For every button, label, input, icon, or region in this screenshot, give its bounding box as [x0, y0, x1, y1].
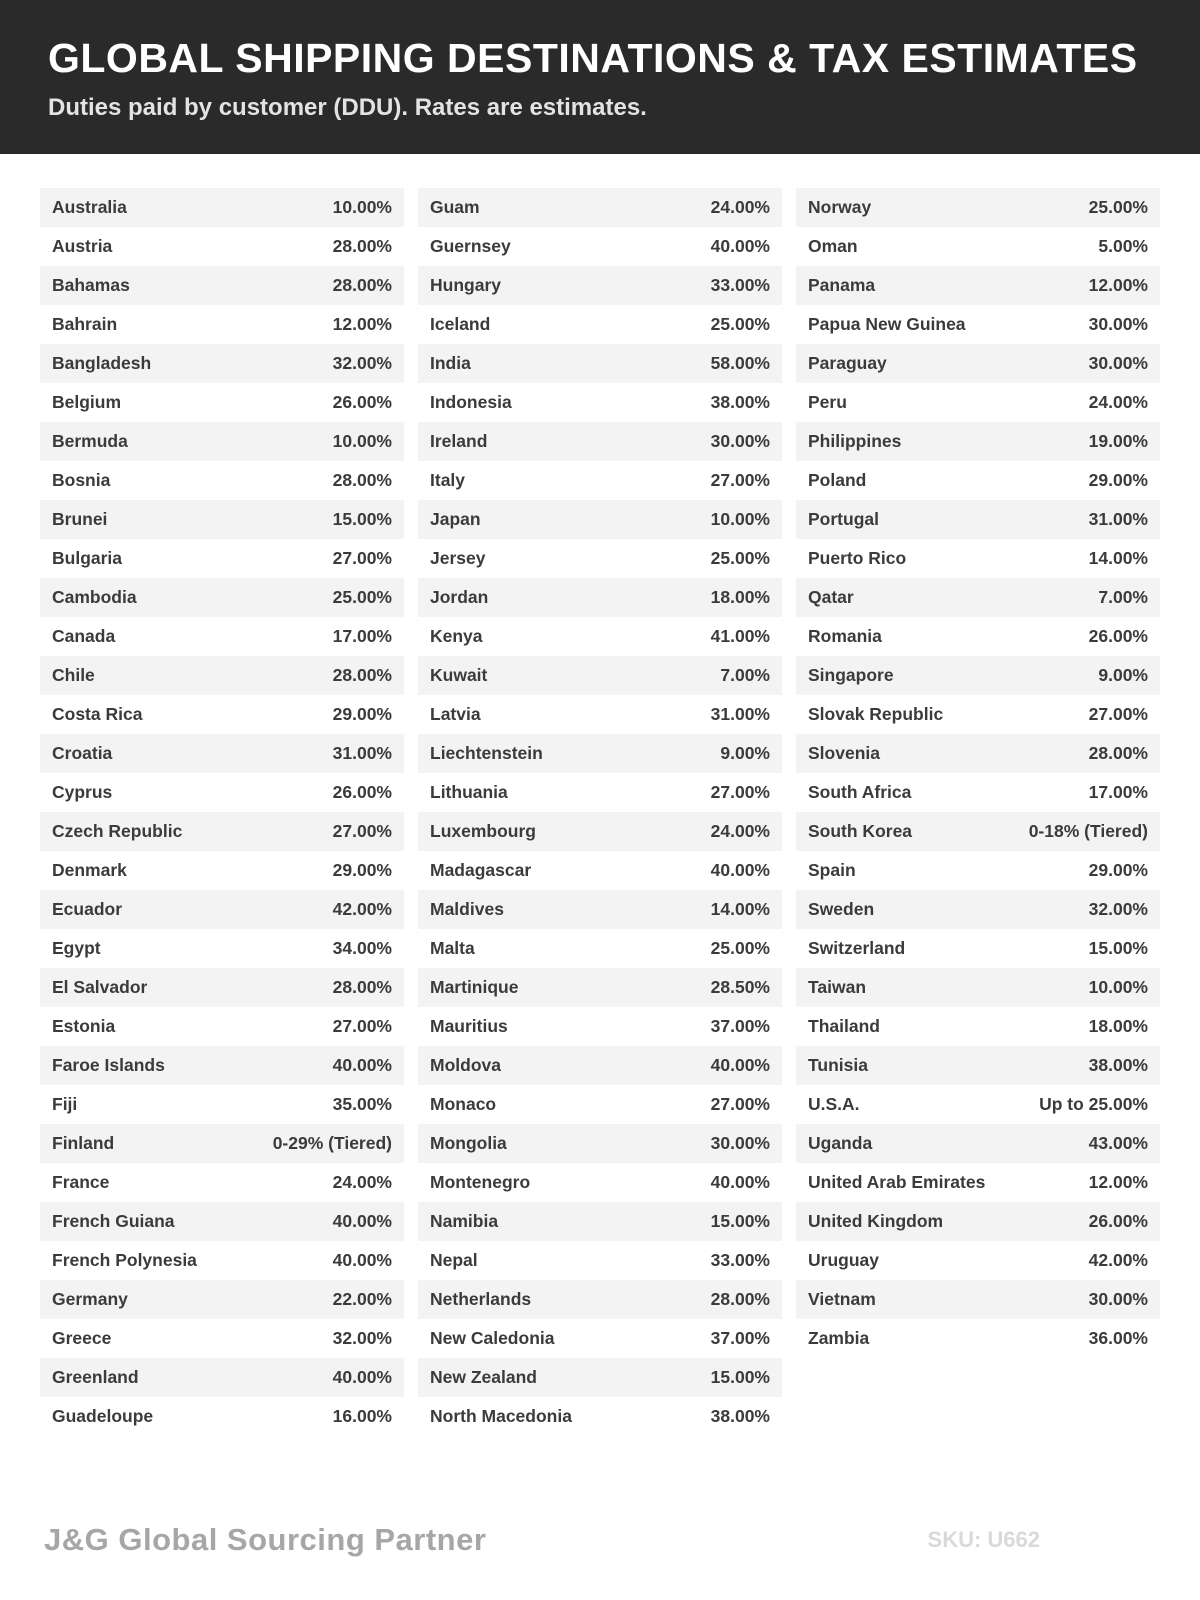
country-name: Zambia	[808, 1328, 870, 1349]
table-row	[40, 305, 404, 344]
country-name: Kenya	[430, 626, 483, 647]
country-name: Oman	[808, 236, 858, 257]
tax-rate: 29.00%	[1088, 470, 1148, 491]
tax-rate: 25.00%	[710, 938, 770, 959]
tax-rate: 22.00%	[332, 1289, 392, 1310]
tax-rate: 42.00%	[332, 899, 392, 920]
country-name: New Zealand	[430, 1367, 537, 1388]
table-row	[796, 188, 1160, 227]
table-row	[40, 968, 404, 1007]
table-row	[40, 734, 404, 773]
tax-rate: 10.00%	[332, 431, 392, 452]
tax-rate: 38.00%	[710, 392, 770, 413]
tax-rate: 27.00%	[1088, 704, 1148, 725]
tax-rate: 10.00%	[332, 197, 392, 218]
tax-rate: 40.00%	[332, 1367, 392, 1388]
table-row	[418, 461, 782, 500]
country-name: United Arab Emirates	[808, 1172, 986, 1193]
country-name: Lithuania	[430, 782, 508, 803]
country-name: Martinique	[430, 977, 519, 998]
country-name: Panama	[808, 275, 876, 296]
table-row	[796, 929, 1160, 968]
tax-rate: 0-29% (Tiered)	[272, 1133, 392, 1154]
tax-rate: 29.00%	[332, 860, 392, 881]
country-name: Poland	[808, 470, 867, 491]
tax-rate: 28.00%	[332, 665, 392, 686]
table-row	[40, 1046, 404, 1085]
table-row	[418, 929, 782, 968]
country-name: Spain	[808, 860, 856, 881]
tax-rate: 15.00%	[332, 509, 392, 530]
tax-rate: 37.00%	[710, 1328, 770, 1349]
country-name: French Polynesia	[52, 1250, 197, 1271]
table-row	[796, 1124, 1160, 1163]
table-row	[418, 1202, 782, 1241]
tax-rate: 30.00%	[1088, 314, 1148, 335]
table-row	[40, 188, 404, 227]
country-name: Canada	[52, 626, 116, 647]
tax-rate: 14.00%	[1088, 548, 1148, 569]
tax-rate: 31.00%	[1088, 509, 1148, 530]
country-name: French Guiana	[52, 1211, 175, 1232]
tax-rate: 17.00%	[1088, 782, 1148, 803]
tax-rate: 28.00%	[1088, 743, 1148, 764]
country-name: Bahamas	[52, 275, 130, 296]
tax-rate: 28.00%	[710, 1289, 770, 1310]
country-name: Thailand	[808, 1016, 880, 1037]
table-row	[796, 1007, 1160, 1046]
country-name: Uganda	[808, 1133, 873, 1154]
country-name: Netherlands	[430, 1289, 532, 1310]
table-row	[40, 1007, 404, 1046]
tax-rate: 30.00%	[710, 431, 770, 452]
tax-rate: 27.00%	[710, 1094, 770, 1115]
table-row	[796, 344, 1160, 383]
table-row	[796, 968, 1160, 1007]
country-name: Guernsey	[430, 236, 511, 257]
table-row	[796, 383, 1160, 422]
country-name: Ireland	[430, 431, 488, 452]
country-name: Madagascar	[430, 860, 532, 881]
brand-name: J&G Global Sourcing Partner	[44, 1522, 487, 1557]
table-row	[796, 1163, 1160, 1202]
tax-rate: 15.00%	[710, 1367, 770, 1388]
country-name: Japan	[430, 509, 481, 530]
country-name: Slovak Republic	[808, 704, 944, 725]
tax-rate: 32.00%	[332, 1328, 392, 1349]
tax-rate: 0-18% (Tiered)	[1028, 821, 1148, 842]
tax-rate: 32.00%	[332, 353, 392, 374]
table-row	[796, 1046, 1160, 1085]
table-row	[796, 656, 1160, 695]
tax-rate: 7.00%	[720, 665, 770, 686]
table-row	[418, 1124, 782, 1163]
country-name: Switzerland	[808, 938, 906, 959]
table-row	[796, 851, 1160, 890]
country-name: Costa Rica	[52, 704, 143, 725]
country-name: Mauritius	[430, 1016, 508, 1037]
tax-rate: 25.00%	[710, 548, 770, 569]
table-row	[418, 1085, 782, 1124]
country-name: Namibia	[430, 1211, 499, 1232]
tax-rate: 28.00%	[332, 275, 392, 296]
table-row	[796, 461, 1160, 500]
country-name: Brunei	[52, 509, 108, 530]
table-row	[40, 695, 404, 734]
country-name: Qatar	[808, 587, 854, 608]
tax-rate: 12.00%	[332, 314, 392, 335]
table-row	[40, 617, 404, 656]
table-row	[40, 1124, 404, 1163]
table-row	[40, 1241, 404, 1280]
tax-rate: 31.00%	[332, 743, 392, 764]
tax-rate: 25.00%	[1088, 197, 1148, 218]
country-name: Norway	[808, 197, 872, 218]
table-row	[418, 1007, 782, 1046]
tax-rate: 58.00%	[710, 353, 770, 374]
table-row	[418, 890, 782, 929]
rate-column-2	[418, 188, 782, 1436]
table-row	[796, 890, 1160, 929]
footer	[44, 1522, 1156, 1558]
table-row	[40, 773, 404, 812]
country-name: Bangladesh	[52, 353, 152, 374]
tax-rate: 40.00%	[710, 236, 770, 257]
table-row	[40, 227, 404, 266]
country-name: Austria	[52, 236, 113, 257]
table-row	[418, 1397, 782, 1436]
country-name: New Caledonia	[430, 1328, 555, 1349]
country-name: Guam	[430, 197, 480, 218]
table-row	[418, 734, 782, 773]
table-row	[40, 539, 404, 578]
table-row	[40, 422, 404, 461]
country-name: Estonia	[52, 1016, 116, 1037]
country-name: Tunisia	[808, 1055, 868, 1076]
country-name: Papua New Guinea	[808, 314, 966, 335]
rate-column-3	[796, 188, 1160, 1358]
table-row	[418, 1241, 782, 1280]
country-name: North Macedonia	[430, 1406, 572, 1427]
table-row	[796, 1319, 1160, 1358]
table-row	[796, 227, 1160, 266]
tax-rate: 12.00%	[1088, 275, 1148, 296]
tax-rate: 40.00%	[710, 1055, 770, 1076]
country-name: Moldova	[430, 1055, 501, 1076]
rate-column-1	[40, 188, 404, 1436]
tax-rate: 40.00%	[710, 1172, 770, 1193]
table-row	[40, 1163, 404, 1202]
country-name: Philippines	[808, 431, 902, 452]
table-row	[796, 773, 1160, 812]
tax-rate: 37.00%	[710, 1016, 770, 1037]
table-row	[796, 305, 1160, 344]
tax-rate: 29.00%	[332, 704, 392, 725]
tax-rate: 12.00%	[1088, 1172, 1148, 1193]
header-banner	[0, 0, 1200, 154]
tax-rate: 27.00%	[332, 821, 392, 842]
table-row	[40, 1085, 404, 1124]
country-name: Greenland	[52, 1367, 139, 1388]
country-name: Taiwan	[808, 977, 867, 998]
tax-rate: 38.00%	[1088, 1055, 1148, 1076]
country-name: Australia	[52, 197, 127, 218]
country-name: Fiji	[52, 1094, 78, 1115]
country-name: Ecuador	[52, 899, 123, 920]
tax-rate: 28.00%	[332, 977, 392, 998]
country-name: Peru	[808, 392, 847, 413]
country-name: Bosnia	[52, 470, 111, 491]
table-row	[40, 1280, 404, 1319]
tax-rate: 27.00%	[710, 470, 770, 491]
table-row	[418, 344, 782, 383]
table-row	[418, 188, 782, 227]
table-row	[796, 695, 1160, 734]
tax-rate: 14.00%	[710, 899, 770, 920]
tax-rate: 33.00%	[710, 275, 770, 296]
tax-rate: 40.00%	[710, 860, 770, 881]
tax-rate: 9.00%	[720, 743, 770, 764]
tax-rate: 16.00%	[332, 1406, 392, 1427]
country-name: Mongolia	[430, 1133, 507, 1154]
tax-rate: 9.00%	[1098, 665, 1148, 686]
tax-rate: 42.00%	[1088, 1250, 1148, 1271]
country-name: India	[430, 353, 471, 374]
country-name: France	[52, 1172, 110, 1193]
country-name: Liechtenstein	[430, 743, 543, 764]
country-name: Faroe Islands	[52, 1055, 165, 1076]
country-name: Puerto Rico	[808, 548, 907, 569]
table-row	[796, 539, 1160, 578]
country-name: Finland	[52, 1133, 115, 1154]
table-row	[796, 1202, 1160, 1241]
tax-rate: 5.00%	[1098, 236, 1148, 257]
tax-rate: 30.00%	[1088, 1289, 1148, 1310]
tax-rate: 27.00%	[332, 548, 392, 569]
country-name: South Korea	[808, 821, 913, 842]
table-row	[40, 851, 404, 890]
tax-rate: 10.00%	[710, 509, 770, 530]
tax-rate: 17.00%	[332, 626, 392, 647]
page-subtitle: Duties paid by customer (DDU). Rates are estimates.	[48, 94, 647, 122]
table-row	[796, 1241, 1160, 1280]
table-row	[418, 1319, 782, 1358]
country-name: Luxembourg	[430, 821, 536, 842]
tax-rate: 25.00%	[710, 314, 770, 335]
table-row	[418, 1280, 782, 1319]
rates-table	[0, 154, 1200, 1436]
tax-rate: 27.00%	[332, 1016, 392, 1037]
table-row	[418, 578, 782, 617]
country-name: Cambodia	[52, 587, 137, 608]
tax-rate: 34.00%	[332, 938, 392, 959]
country-name: Denmark	[52, 860, 127, 881]
table-row	[40, 656, 404, 695]
tax-rate: 28.00%	[332, 470, 392, 491]
table-row	[796, 617, 1160, 656]
tax-rate: 26.00%	[1088, 1211, 1148, 1232]
country-name: U.S.A.	[808, 1094, 860, 1115]
country-name: Kuwait	[430, 665, 488, 686]
page-title: GLOBAL SHIPPING DESTINATIONS & TAX ESTIMATES	[48, 35, 1138, 81]
country-name: Maldives	[430, 899, 504, 920]
table-row	[40, 1319, 404, 1358]
country-name: Bulgaria	[52, 548, 123, 569]
country-name: Belgium	[52, 392, 122, 413]
tax-rate: 40.00%	[332, 1211, 392, 1232]
tax-rate: 29.00%	[1088, 860, 1148, 881]
tax-rate: 25.00%	[332, 587, 392, 608]
tax-rate: 24.00%	[332, 1172, 392, 1193]
table-row	[418, 266, 782, 305]
tax-rate: 10.00%	[1088, 977, 1148, 998]
tax-rate: 24.00%	[1088, 392, 1148, 413]
table-row	[418, 1358, 782, 1397]
table-row	[40, 383, 404, 422]
country-name: Iceland	[430, 314, 491, 335]
tax-rate: 38.00%	[710, 1406, 770, 1427]
country-name: Monaco	[430, 1094, 497, 1115]
country-name: Germany	[52, 1289, 128, 1310]
country-name: Bahrain	[52, 314, 118, 335]
country-name: Bermuda	[52, 431, 128, 452]
table-row	[418, 422, 782, 461]
country-name: Indonesia	[430, 392, 512, 413]
tax-rate: 15.00%	[710, 1211, 770, 1232]
table-row	[418, 656, 782, 695]
tax-rate: 30.00%	[710, 1133, 770, 1154]
tax-rate: 24.00%	[710, 197, 770, 218]
tax-rate: 27.00%	[710, 782, 770, 803]
tax-rate: 26.00%	[332, 392, 392, 413]
country-name: Malta	[430, 938, 475, 959]
table-row	[40, 1358, 404, 1397]
tax-rate: 33.00%	[710, 1250, 770, 1271]
tax-rate: 30.00%	[1088, 353, 1148, 374]
tax-rate: 35.00%	[332, 1094, 392, 1115]
tax-rate: 28.00%	[332, 236, 392, 257]
country-name: El Salvador	[52, 977, 148, 998]
tax-rate: 40.00%	[332, 1055, 392, 1076]
country-name: Paraguay	[808, 353, 887, 374]
table-row	[796, 578, 1160, 617]
country-name: Czech Republic	[52, 821, 183, 842]
table-row	[418, 851, 782, 890]
table-row	[418, 695, 782, 734]
tax-rate: 24.00%	[710, 821, 770, 842]
country-name: Romania	[808, 626, 882, 647]
country-name: Jersey	[430, 548, 486, 569]
table-row	[40, 812, 404, 851]
country-name: Chile	[52, 665, 95, 686]
table-row	[40, 929, 404, 968]
table-row	[418, 500, 782, 539]
table-row	[40, 500, 404, 539]
sku-label: SKU: U662	[927, 1527, 1040, 1552]
table-row	[418, 812, 782, 851]
tax-rate: 19.00%	[1088, 431, 1148, 452]
country-name: Singapore	[808, 665, 894, 686]
table-row	[418, 305, 782, 344]
tax-rate: 26.00%	[1088, 626, 1148, 647]
country-name: Slovenia	[808, 743, 880, 764]
table-row	[418, 617, 782, 656]
table-row	[796, 1280, 1160, 1319]
country-name: United Kingdom	[808, 1211, 944, 1232]
country-name: Nepal	[430, 1250, 478, 1271]
tax-rate: 32.00%	[1088, 899, 1148, 920]
table-row	[796, 1085, 1160, 1124]
tax-rate: 26.00%	[332, 782, 392, 803]
country-name: South Africa	[808, 782, 912, 803]
country-name: Egypt	[52, 938, 101, 959]
tax-rate: 18.00%	[1088, 1016, 1148, 1037]
country-name: Uruguay	[808, 1250, 879, 1271]
table-row	[796, 266, 1160, 305]
country-name: Hungary	[430, 275, 501, 296]
country-name: Montenegro	[430, 1172, 531, 1193]
table-row	[40, 344, 404, 383]
tax-rate: 36.00%	[1088, 1328, 1148, 1349]
table-row	[796, 734, 1160, 773]
table-row	[796, 812, 1160, 851]
table-row	[40, 461, 404, 500]
tax-rate: 15.00%	[1088, 938, 1148, 959]
country-name: Jordan	[430, 587, 489, 608]
table-row	[40, 578, 404, 617]
table-row	[40, 1202, 404, 1241]
table-row	[796, 422, 1160, 461]
table-row	[418, 539, 782, 578]
country-name: Portugal	[808, 509, 879, 530]
tax-rate: 43.00%	[1088, 1133, 1148, 1154]
table-row	[796, 500, 1160, 539]
country-name: Vietnam	[808, 1289, 876, 1310]
tax-rate: 7.00%	[1098, 587, 1148, 608]
table-row	[418, 773, 782, 812]
tax-rate: 41.00%	[710, 626, 770, 647]
tax-rate: 18.00%	[710, 587, 770, 608]
country-name: Sweden	[808, 899, 875, 920]
country-name: Cyprus	[52, 782, 113, 803]
table-row	[418, 1163, 782, 1202]
country-name: Guadeloupe	[52, 1406, 154, 1427]
country-name: Latvia	[430, 704, 481, 725]
table-row	[40, 1397, 404, 1436]
tax-rate: 28.50%	[710, 977, 770, 998]
table-row	[418, 968, 782, 1007]
tax-rate: 31.00%	[710, 704, 770, 725]
country-name: Italy	[430, 470, 466, 491]
table-row	[418, 227, 782, 266]
tax-rate: Up to 25.00%	[1039, 1094, 1148, 1115]
tax-rate: 40.00%	[332, 1250, 392, 1271]
table-row	[418, 1046, 782, 1085]
table-row	[40, 266, 404, 305]
table-row	[418, 383, 782, 422]
table-row	[40, 890, 404, 929]
country-name: Greece	[52, 1328, 112, 1349]
country-name: Croatia	[52, 743, 113, 764]
